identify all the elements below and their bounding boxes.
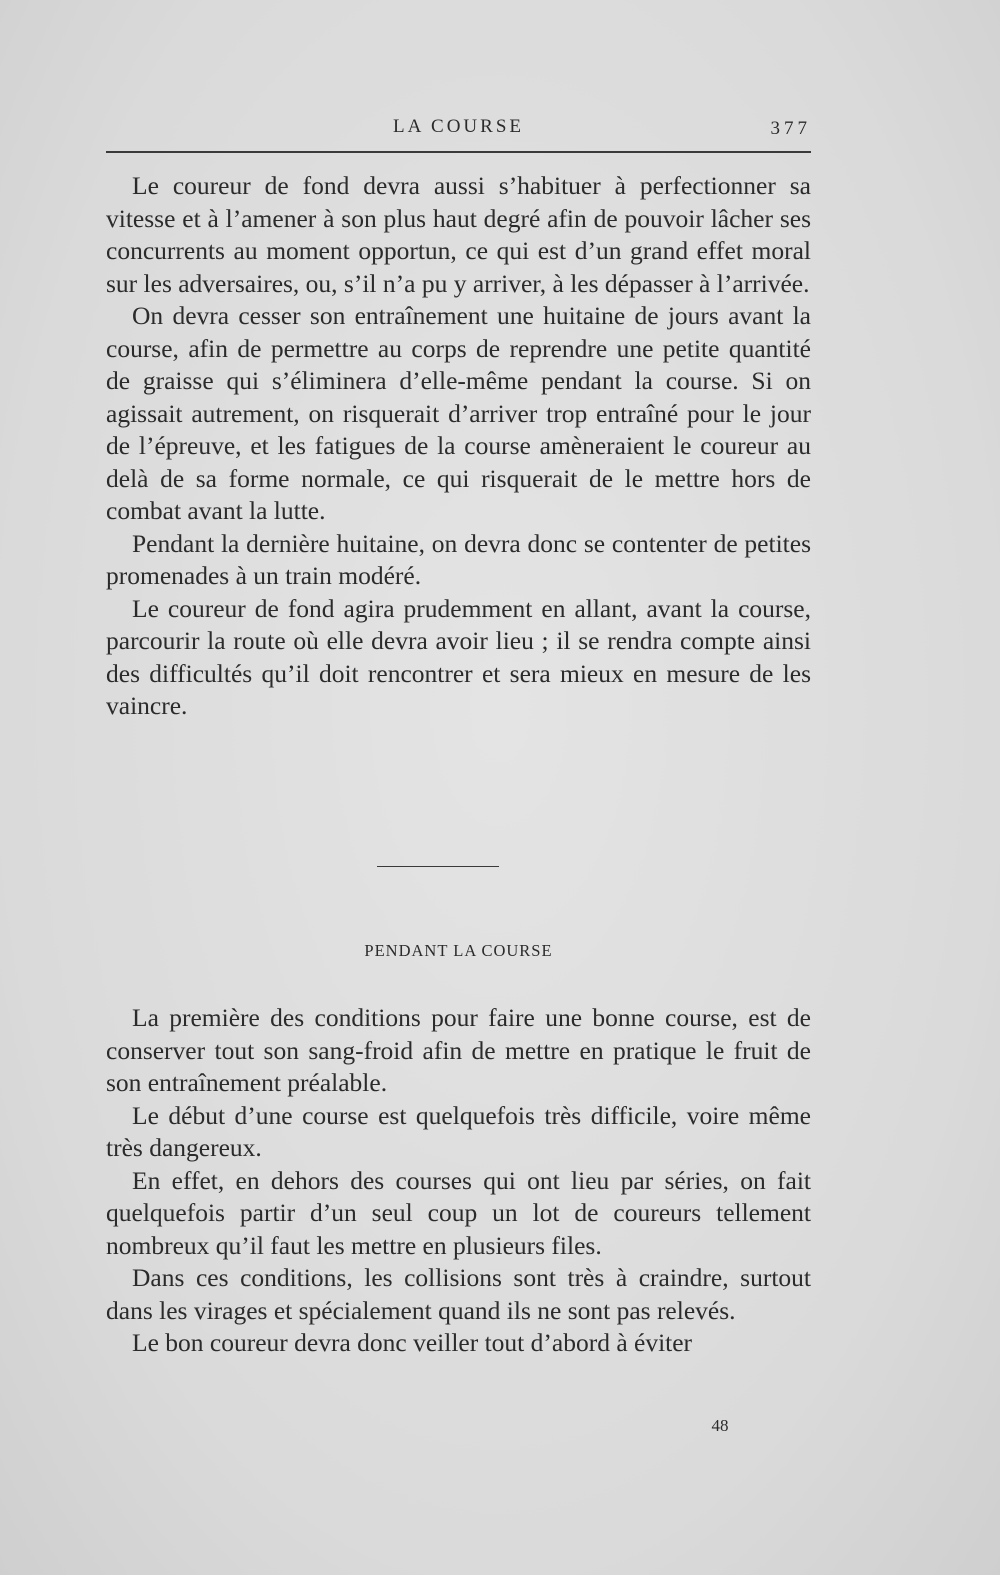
- section-heading: PENDANT LA COURSE: [364, 941, 553, 960]
- section-divider: [377, 866, 499, 867]
- paragraph: Le début d’une course est quelquefois très difficile, voire même très dangereux.: [106, 1100, 811, 1162]
- paragraph: Le bon coureur devra donc veiller tout d’abord à éviter: [132, 1328, 693, 1357]
- paragraph: On devra cesser son entraînement une huitaine de jours avant la course, afin de permettre au corps de reprendre une petite quantité de graisse qui s’éliminera d’elle-même pendant la course. Si on agissait autrement, on risquerait d’arriver trop entraîné pour le jour de l’épreuve, et les fatigues de la course amèneraient le coureur au delà de sa forme normale, ce qui risquerait de le mettre hors de combat avant la lutte.: [106, 301, 811, 525]
- paragraph: Dans ces conditions, les collisions sont très à craindre, surtout dans les virages et spécialement quand ils ne sont pas relevés.: [106, 1263, 811, 1325]
- paragraph: En effet, en dehors des courses qui ont lieu par séries, on fait quelquefois partir d’un seul coup un lot de coureurs tellement nombreux qu’il faut les mettre en plusieurs files.: [106, 1165, 811, 1260]
- paragraph: Le coureur de fond devra aussi s’habituer à perfectionner sa vitesse et à l’amener à son plus haut degré afin de pouvoir lâcher ses concurrents au moment opportun, ce qui est d’un grand effet moral sur les adversaires, ou, s’il n’a pu y arriver, à les dépasser à l’arrivée.: [106, 171, 811, 298]
- running-title: LA COURSE: [393, 116, 524, 137]
- paragraph: Le coureur de fond agira prudemment en allant, avant la course, parcourir la route où elle devra avoir lieu ; il se rendra compte ainsi des difficultés qu’il doit rencontrer et sera mieux en mesure de les vaincre.: [106, 593, 811, 720]
- page-number: 377: [770, 118, 811, 139]
- printer-signature-mark: 48: [711, 1416, 729, 1435]
- paragraph: La première des conditions pour faire une bonne course, est de conserver tout son sang-froid afin de mettre en pratique le fruit de son entraînement préalable.: [106, 1003, 811, 1097]
- header-rule: [106, 151, 811, 153]
- text-block-after: [106, 1002, 811, 1360]
- paragraph: Pendant la dernière huitaine, on devra donc se contenter de petites promenades à un train modéré.: [106, 528, 811, 590]
- running-header: [106, 116, 811, 140]
- text-block-before: [106, 170, 811, 723]
